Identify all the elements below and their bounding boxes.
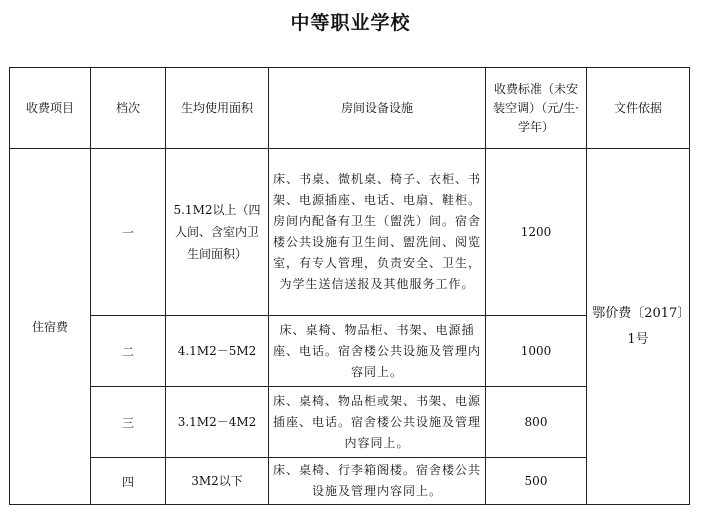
area-cell: 3M2以下	[166, 458, 269, 505]
fee-cell: 500	[486, 458, 587, 505]
header-area: 生均使用面积	[166, 68, 269, 149]
header-grade: 档次	[91, 68, 166, 149]
area-cell: 3.1M2－4M2	[166, 387, 269, 458]
fee-table	[9, 67, 690, 505]
table-row	[10, 149, 690, 316]
fee-cell: 1200	[486, 149, 587, 316]
area-cell: 5.1M2以上（四人间、含室内卫生间面积）	[166, 149, 269, 316]
grade-cell: 四	[91, 458, 166, 505]
facilities-cell: 床、桌椅、物品柜或架、书架、电源插座、电话。宿舍楼公共设施及管理内容同上。	[269, 387, 486, 458]
table-header-row	[10, 68, 690, 149]
grade-cell: 三	[91, 387, 166, 458]
area-cell: 4.1M2－5M2	[166, 316, 269, 387]
grade-cell: 一	[91, 149, 166, 316]
fee-cell: 1000	[486, 316, 587, 387]
grade-cell: 二	[91, 316, 166, 387]
header-facilities: 房间设备设施	[269, 68, 486, 149]
item-name-cell: 住宿费	[10, 149, 91, 505]
fee-cell: 800	[486, 387, 587, 458]
page-title: 中等职业学校	[290, 12, 411, 34]
facilities-cell: 床、桌椅、物品柜、书架、电源插座、电话。宿舍楼公共设施及管理内容同上。	[269, 316, 486, 387]
facilities-cell: 床、书桌、微机桌、椅子、衣柜、书架、电源插座、电话、电扇、鞋柜。房间内配备有卫生（盥洗）间。宿舍楼公共设施有卫生间、盥洗间、阅览室，有专人管理，负责安全、卫生，为学生送信送报及其他服务工作。	[269, 149, 486, 316]
basis-cell: 鄂价费〔2017〕1号	[587, 149, 690, 505]
header-basis: 文件依据	[587, 68, 690, 149]
facilities-cell: 床、桌椅、行李箱阁楼。宿舍楼公共设施及管理内容同上。	[269, 458, 486, 505]
header-item: 收费项目	[10, 68, 91, 149]
header-standard: 收费标准（未安装空调）（元/生·学年）	[486, 68, 587, 149]
